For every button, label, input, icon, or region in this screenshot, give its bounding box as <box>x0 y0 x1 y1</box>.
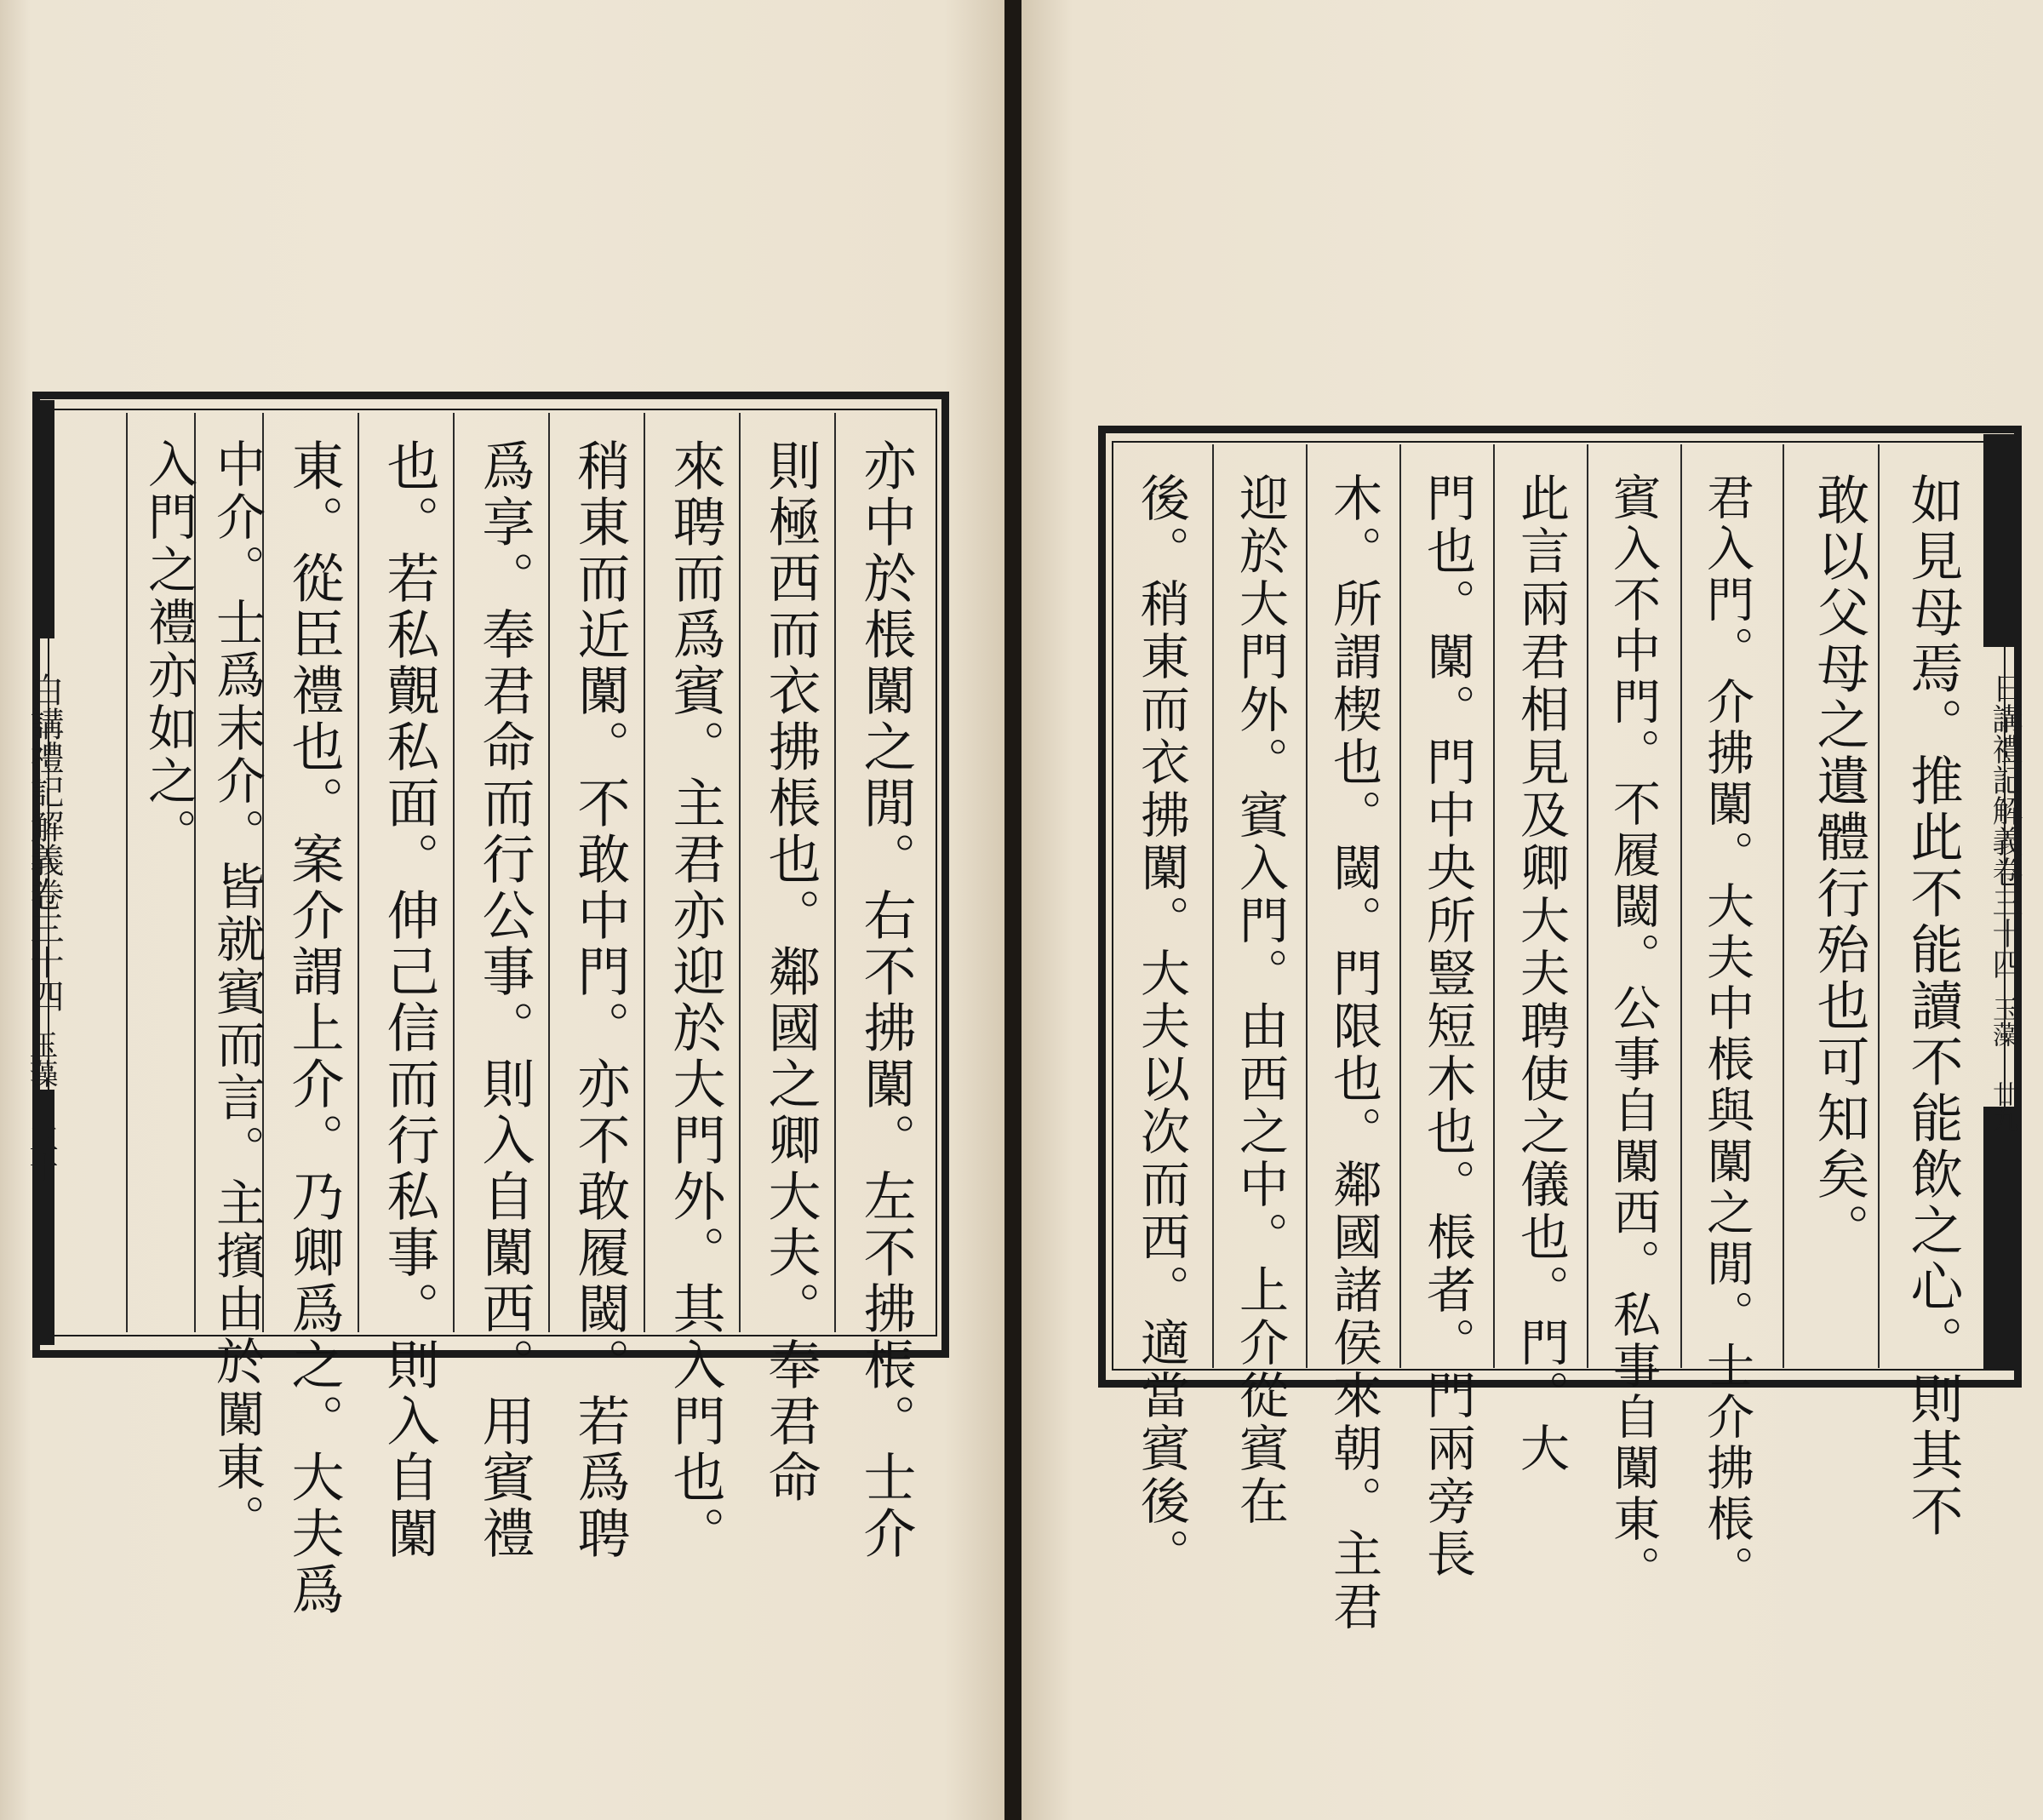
text-column: 如見母焉。推此不能讀不能飲之心。則其不 <box>1902 472 1964 1540</box>
text-column: 亦中於棖闑之閒。右不拂闑。左不拂棖。士介 <box>855 438 917 1562</box>
text-column: 賓入不中門。不履閾。公事自闑西。私事自闑東。 <box>1605 472 1661 1596</box>
right-margin-mark: 玉藻 <box>1988 996 2017 1047</box>
column-rule <box>1399 444 1401 1368</box>
column-rule <box>834 413 836 1332</box>
right-fold-band-top <box>1983 434 2017 647</box>
text-column: 稍東而近闑。不敢中門。亦不敢履閾。若爲聘 <box>569 438 631 1562</box>
text-column: 木。所謂楔也。閾。門限也。鄰國諸侯來朝。主君 <box>1325 472 1382 1634</box>
book-gutter <box>1004 0 1021 1820</box>
text-column: 中介。士爲末介。皆就賓而言。主擯由於闑東。 <box>208 438 266 1547</box>
right-margin-title: 日講禮記解義卷三十四 <box>1988 672 2023 979</box>
text-column: 門也。闑。門中央所豎短木也。棖者。門兩旁長 <box>1418 472 1476 1581</box>
right-margin-page-number: 廿九 <box>1988 1081 2017 1132</box>
column-rule <box>1680 444 1682 1368</box>
text-column: 迎於大門外。賓入門。由西之中。上介從賓在 <box>1231 472 1289 1528</box>
left-margin-page-number: 三十 <box>24 1124 58 1182</box>
right-fold-band-bottom <box>1983 1107 2017 1371</box>
column-rule <box>1306 444 1308 1368</box>
text-column: 來聘而爲賓。主君亦迎於大門外。其入門也。 <box>664 438 726 1562</box>
column-rule <box>1587 444 1588 1368</box>
column-rule <box>644 413 645 1332</box>
column-rule <box>1783 444 1784 1368</box>
text-column: 此言兩君相見及卿大夫聘使之儀也。門。大 <box>1512 472 1570 1475</box>
column-rule <box>1493 444 1495 1368</box>
text-column: 入門之禮亦如之。 <box>140 438 197 861</box>
left-margin-mark: 玉藻 <box>24 1030 58 1088</box>
text-column: 爲享。奉君命而行公事。則入自闑西。用賓禮 <box>473 438 535 1562</box>
text-column: 君入門。介拂闑。大夫中棖與闑之閒。士介拂棖。 <box>1699 472 1754 1596</box>
left-margin-title: 白講禮記解義卷三十四 <box>25 672 64 1013</box>
column-rule <box>126 413 128 1332</box>
column-rule <box>453 413 455 1332</box>
text-column: 敢以父母之遺體行殆也可知矣。 <box>1808 472 1870 1259</box>
column-rule <box>1212 444 1214 1368</box>
left-fold-band-top <box>32 400 54 638</box>
column-rule <box>548 413 550 1332</box>
text-column: 後。稍東而衣拂闑。大夫以次而西。適當賓後。 <box>1132 472 1190 1581</box>
text-column: 則極西而衣拂棖也。鄰國之卿大夫。奉君命 <box>759 438 821 1506</box>
text-column: 也。若私覿私面。伸己信而行私事。則入自闑 <box>378 438 440 1562</box>
text-column: 東。從臣禮也。案介謂上介。乃卿爲之。大夫爲 <box>283 438 345 1618</box>
column-rule <box>739 413 741 1332</box>
column-rule <box>358 413 359 1332</box>
